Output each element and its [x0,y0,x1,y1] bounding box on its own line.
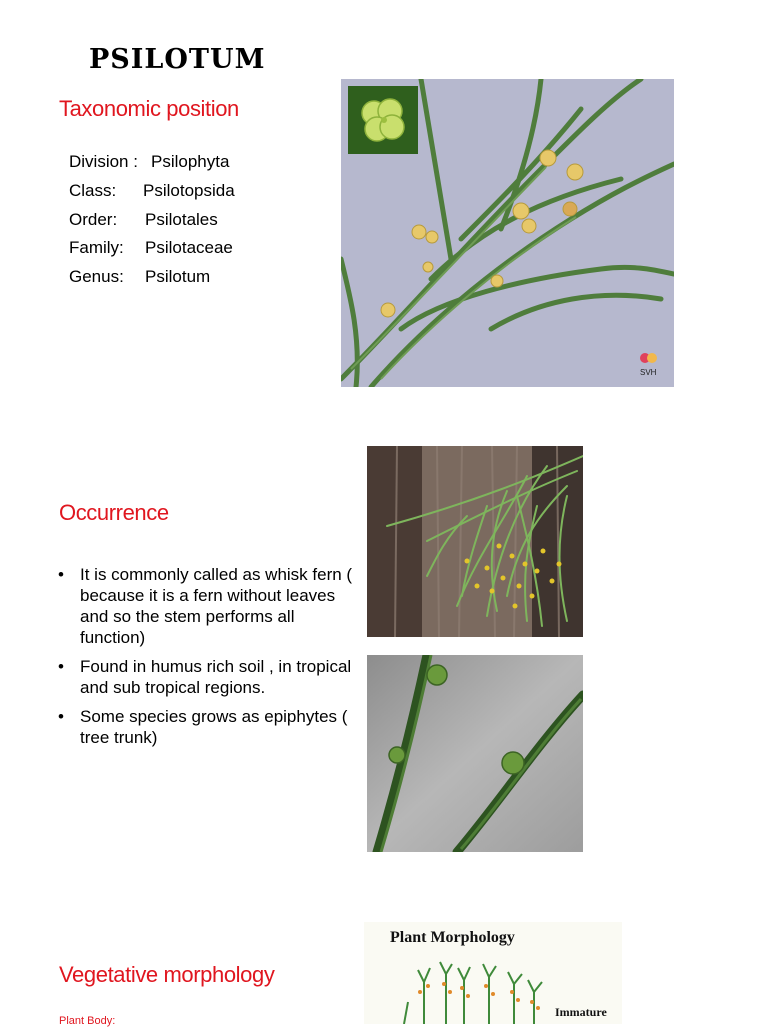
taxonomy-label: Family: [69,238,124,258]
occurrence-heading: Occurrence [59,500,169,525]
figure-title: Plant Morphology [390,929,515,946]
taxonomy-row-family [69,236,235,265]
bullet-marker: • [58,657,64,676]
watermark-text: SVH [640,368,657,377]
taxonomy-row-division [69,150,235,179]
occurrence-text: Some species grows as epiphytes ( tree trunk) [80,707,348,747]
taxonomy-value: Psilophyta [151,152,230,171]
taxonomy-row-order [69,208,235,237]
taxonomy-row-class [69,179,235,208]
page-title: PSILOTUM [89,44,266,75]
taxonomy-label: Division : [69,152,138,171]
occurrence-text: Found in humus rich soil , in tropical and sub tropical regions. [80,657,352,697]
taxonomic-position-heading: Taxonomic position [59,96,239,121]
stem-closeup-photo [367,655,583,852]
occurrence-point [58,706,358,748]
occurrence-text: It is commonly called as whisk fern ( because it is a fern without leaves and so the stem performs all function) [80,565,353,647]
epiphyte-tree-trunk-photo [367,446,583,637]
bullet-marker: • [58,565,64,584]
bullet-marker: • [58,707,64,726]
plant-morphology-figure [364,922,622,1024]
vegetative-morphology-heading: Vegetative morphology [59,962,275,987]
plant-body-subheading: Plant Body: [59,1015,116,1027]
psilotum-branch-photo [341,79,674,387]
taxonomy-value: Psilotales [145,209,218,229]
taxonomy-row-genus [69,265,235,294]
watermark-logo [640,353,657,363]
taxonomy-value: Psilotum [145,267,211,287]
taxonomy-value: Psilotopsida [143,180,235,200]
occurrence-point [58,656,358,698]
occurrence-list [58,564,358,756]
taxonomy-label: Order: [69,209,118,229]
taxonomy-label: Genus: [69,267,124,287]
taxonomy-label: Class: [69,180,117,200]
taxonomy-list [69,150,235,294]
taxonomy-value: Psilotaceae [145,238,233,258]
occurrence-point [58,564,358,648]
figure-label-immature: Immature [555,1005,607,1019]
